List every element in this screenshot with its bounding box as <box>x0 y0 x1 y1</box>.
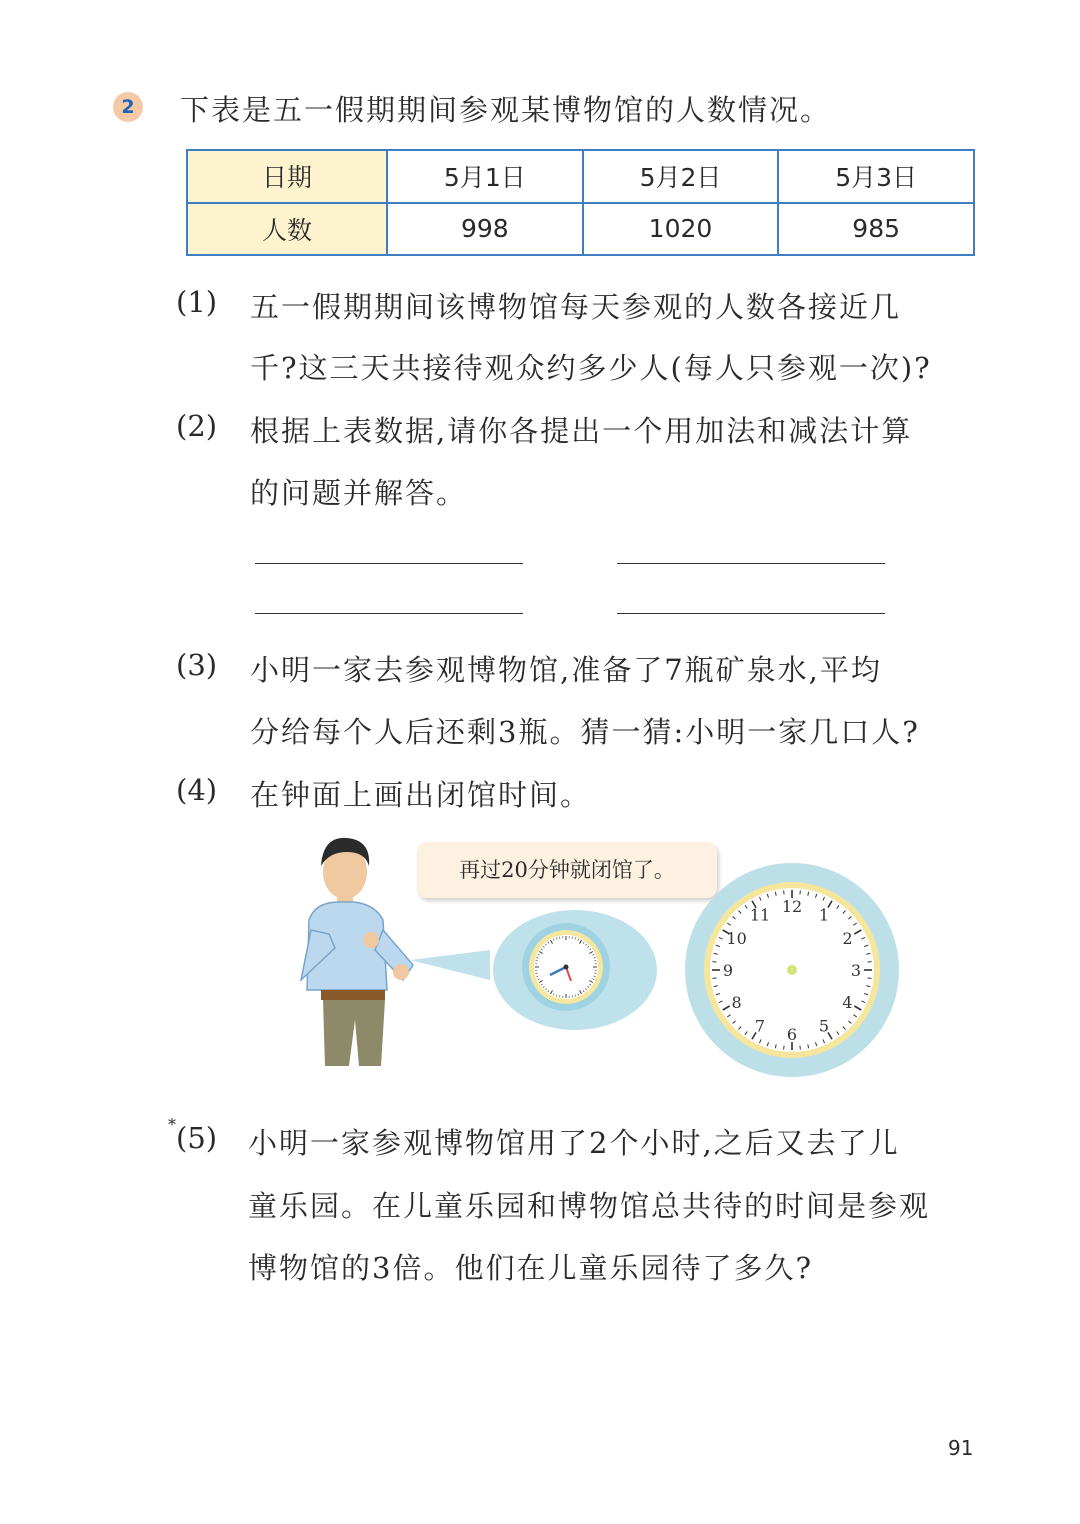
problem-number-badge: 2 <box>113 92 143 122</box>
answer-blank-line[interactable] <box>617 563 885 564</box>
question-4-line: 在钟面上画出闭馆时间。 <box>250 778 592 812</box>
clock-number: 9 <box>722 961 734 980</box>
table-header-date: 日期 <box>187 150 387 203</box>
clock-center-dot <box>787 965 797 975</box>
table-cell-date: 5月1日 <box>387 150 583 203</box>
visitor-table <box>186 149 975 256</box>
question-3-line: 小明一家去参观博物馆,准备了7瓶矿泉水,平均 <box>250 653 882 687</box>
answer-blank-line[interactable] <box>617 613 885 614</box>
question-3-line: 分给每个人后还剩3瓶。猜一猜:小明一家几口人? <box>250 715 920 749</box>
table-row-date <box>187 150 974 203</box>
question-2-line: 根据上表数据,请你各提出一个用加法和减法计算 <box>250 414 913 448</box>
wristwatch-zoom <box>410 905 660 1035</box>
clock-face[interactable] <box>684 862 900 1078</box>
problem-intro: 下表是五一假期期间参观某博物馆的人数情况。 <box>180 93 832 127</box>
clock-number: 12 <box>781 897 803 916</box>
optional-star-mark: * <box>168 1115 176 1134</box>
question-1-number: (1) <box>176 285 218 319</box>
clock-number: 8 <box>731 993 742 1012</box>
clock-number: 3 <box>850 961 862 980</box>
question-2-line: 的问题并解答。 <box>250 476 468 510</box>
answer-blank-line[interactable] <box>255 613 523 614</box>
speech-bubble: 再过20分钟就闭馆了。 <box>417 842 717 898</box>
clock-number: 1 <box>818 905 830 925</box>
answer-blank-line[interactable] <box>255 563 523 564</box>
clock-number: 4 <box>842 993 853 1012</box>
page-number: 91 <box>948 1436 974 1460</box>
table-cell-count: 985 <box>778 203 974 256</box>
clock-number: 2 <box>842 929 853 948</box>
question-1-line: 千?这三天共接待观众约多少人(每人只参观一次)? <box>250 351 932 385</box>
question-3-number: (3) <box>176 648 218 682</box>
question-5-line: 童乐园。在儿童乐园和博物馆总共待的时间是参观 <box>248 1189 931 1223</box>
table-cell-count: 1020 <box>583 203 779 256</box>
question-5-line: 博物馆的3倍。他们在儿童乐园待了多久? <box>248 1251 813 1285</box>
clock-number: 7 <box>754 1016 766 1036</box>
clock-number: 10 <box>726 929 747 948</box>
question-5-line: 小明一家参观博物馆用了2个小时,之后又去了儿 <box>248 1126 900 1160</box>
table-row-count <box>187 203 974 256</box>
table-cell-count: 998 <box>387 203 583 256</box>
question-2-number: (2) <box>176 409 218 443</box>
clock-number: 11 <box>749 905 771 925</box>
table-cell-date: 5月2日 <box>583 150 779 203</box>
clock-number: 6 <box>786 1025 798 1044</box>
question-1-line: 五一假期期间该博物馆每天参观的人数各接近几 <box>250 290 902 324</box>
man-illustration <box>295 830 425 1070</box>
table-cell-date: 5月3日 <box>778 150 974 203</box>
table-header-count: 人数 <box>187 203 387 256</box>
clock-number: 5 <box>818 1016 830 1036</box>
question-4-number: (4) <box>176 773 218 807</box>
question-5-number: (5) <box>176 1121 218 1155</box>
